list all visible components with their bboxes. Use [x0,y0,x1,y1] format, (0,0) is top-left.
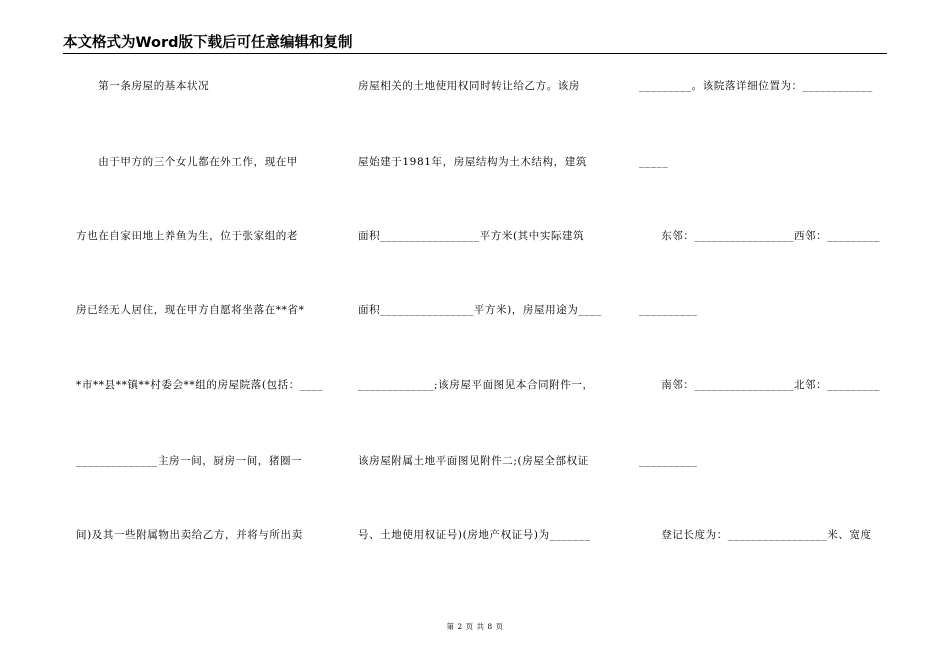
text-line: _____________;该房屋平面图见本合同附件一， [358,379,594,391]
header-divider [63,53,887,54]
text-line: 东邻：_________________西邻：_________ [639,230,880,242]
text-line: 第一条房屋的基本状况 [76,80,210,92]
text-line: 面积________________平方米)，房屋用途为____ [358,304,602,316]
text-line: 面积_________________平方米(其中实际建筑 [358,230,585,242]
text-line: 间)及其一些附属物出卖给乙方，并将与所出卖 [76,529,303,541]
text-line: 方也在自家田地上养鱼为生，位于张家组的老 [76,230,298,242]
text-line: 房已经无人居住，现在甲方自愿将坐落在**省* [76,304,305,316]
text-line: ______________主房一间，厨房一间，猪圈一 [76,455,303,467]
text-line: 该房屋附属土地平面图见附件二;(房屋全部权证 [358,455,589,467]
text-line: _____ [639,156,669,168]
text-line: 南邻：_________________北邻：_________ [639,379,880,391]
page-number-footer: 第 2 页 共 8 页 [446,622,504,631]
text-line: 登记长度为：_________________米、宽度 [639,529,872,541]
text-line: 由于甲方的三个女儿都在外工作，现在甲 [76,156,298,168]
text-line: _________。该院落详细位置为：____________ [639,80,873,92]
document-header-title: 本文格式为Word版下载后可任意编辑和复制 [63,35,353,51]
text-line: __________ [639,455,698,467]
text-line: __________ [639,304,698,316]
text-line: *市**县**镇**村委会**组的房屋院落(包括：____ [76,379,324,391]
text-line: 号、土地使用权证号)(房地产权证号)为_______ [358,529,591,541]
text-line: 屋始建于1981年，房屋结构为土木结构，建筑 [358,156,587,168]
text-line: 房屋相关的土地使用权同时转让给乙方。该房 [358,80,580,92]
